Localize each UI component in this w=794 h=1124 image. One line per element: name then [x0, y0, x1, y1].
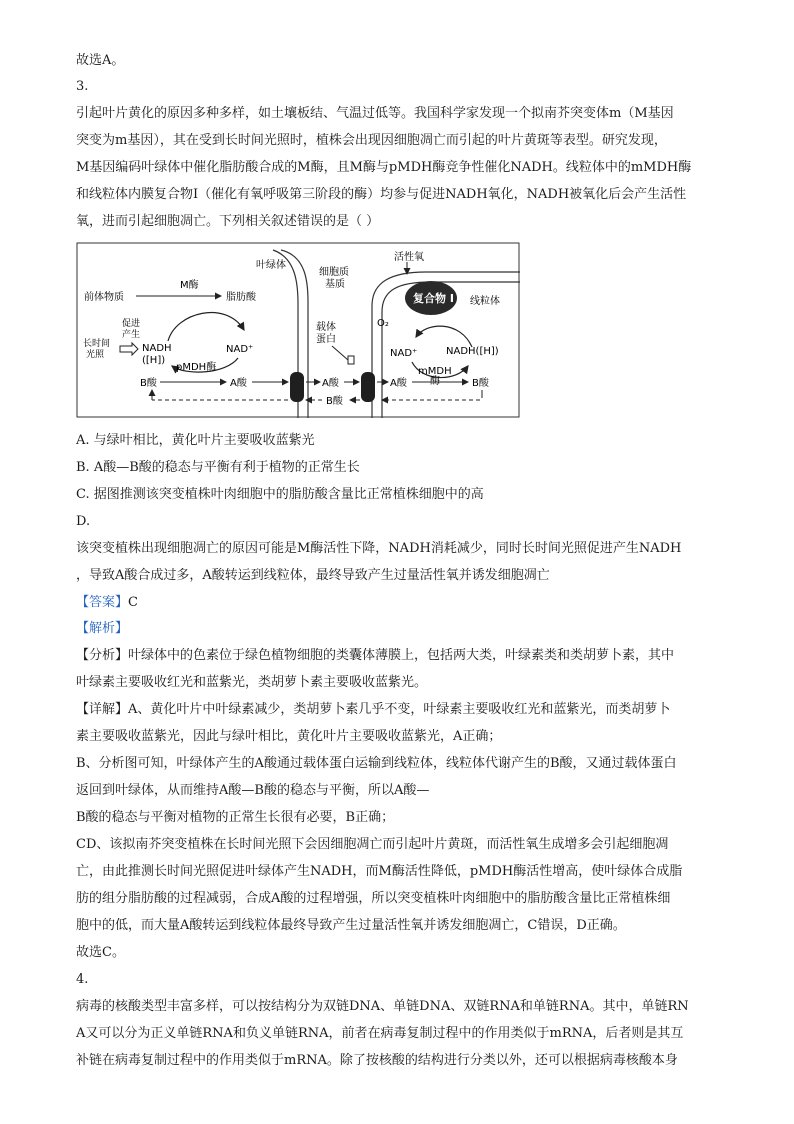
nadh-right-label: NADH([H]) — [446, 346, 499, 357]
nadh-left-label: NADH — [142, 343, 172, 354]
explanation-line: 返回到叶绿体，从而维持A酸—B酸的稳态与平衡，所以A酸— — [76, 783, 430, 798]
explanation-line: 叶绿素主要吸收红光和蓝紫光，类胡萝卜素主要吸收蓝紫光。 — [76, 675, 428, 690]
metabolism-diagram — [76, 242, 520, 418]
answer-label: 【答案】 — [76, 595, 129, 610]
cytoplasm-label: 细胞质 — [319, 267, 349, 278]
question-3-stem-line: 引起叶片黄化的原因多种多样，如土壤板结、气温过低等。我国科学家发现一个拟南芥突变体m（M基因 — [76, 106, 674, 121]
explanation-line: 亡，由此推测长时间光照促进叶绿体产生NADH，而M酶活性降低，pMDH酶活性增高，使叶绿体合成脂 — [76, 864, 683, 879]
explanation-line: B酸的稳态与平衡对植物的正常生长很有必要，B正确； — [76, 810, 395, 825]
question-4-stem-line: A又可以分为正义单链RNA和负义单链RNA，前者在病毒复制过程中的作用类似于mRNA，后者则是其互 — [76, 1026, 684, 1041]
explanation-line: 【详解】A、黄化叶片中叶绿素减少，类胡萝卜素几乎不变，叶绿素主要吸收红光和蓝紫光，而类胡萝卜 — [76, 702, 671, 717]
complex-i-label: 复合物 Ⅰ — [413, 292, 454, 305]
cytoplasm-label: 基质 — [325, 279, 345, 290]
nad-left-label: NAD⁺ — [226, 344, 254, 355]
a-acid-label: A酸 — [230, 378, 247, 389]
explanation-conclusion: 故选C。 — [76, 945, 125, 960]
option-b: B. A酸—B酸的稳态与平衡有利于植物的正常生长 — [76, 460, 360, 475]
question-3-number: 3. — [76, 79, 89, 94]
mitochondrion-label: 线粒体 — [470, 296, 500, 307]
carrier-protein-label: 载体 — [316, 322, 336, 333]
question-3-stem-line: 氧，进而引起细胞凋亡。下列相关叙述错误的是（ ） — [76, 214, 380, 229]
o2-label: O₂ — [377, 318, 389, 329]
question-4-stem-line: 补链在病毒复制过程中的作用类似于mRNA。除了按核酸的结构进行分类以外，还可以根据病毒核酸本身 — [76, 1053, 678, 1068]
option-d-text: 该突变植株出现细胞凋亡的原因可能是M酶活性下降，NADH消耗减少，同时长时间光照促进产生NADH — [76, 541, 682, 556]
promote-label: 产生 — [122, 330, 141, 340]
question-4-stem-line: 病毒的核酸类型丰富多样，可以按结构分为双链DNA、单链DNA、双链RNA和单链RNA。其中，单链RN — [76, 999, 689, 1014]
mmdh-label: mMDH — [418, 366, 452, 377]
chloroplast-label: 叶绿体 — [256, 260, 286, 271]
explanation-line: B、分析图可知，叶绿体产生的A酸通过载体蛋白运输到线粒体，线粒体代谢产生的B酸，又通过载体蛋白 — [76, 756, 677, 771]
mmdh-label: 酶 — [430, 376, 440, 387]
m-enzyme-label: M酶 — [180, 280, 199, 291]
promote-label: 促进 — [122, 319, 141, 329]
ros-label: 活性氧 — [394, 252, 424, 263]
question-3-stem-line: 突变为m基因），其在受到长时间光照时，植株会出现因细胞凋亡而引起的叶片黄斑等表型。研究发现， — [76, 133, 667, 148]
b-acid-label: B酸 — [472, 378, 489, 389]
precursor-label: 前体物质 — [84, 292, 124, 303]
fatty-acid-label: 脂肪酸 — [226, 292, 256, 303]
explanation-line: 肪的组分脂肪酸的过程减弱，合成A酸的过程增强，所以突变植株叶肉细胞中的脂肪酸含量比正常植株细 — [76, 891, 671, 906]
option-c: C. 据图推测该突变植株叶肉细胞中的脂肪酸含量比正常植株细胞中的高 — [76, 487, 484, 502]
b-acid-label: B酸 — [140, 378, 157, 389]
explanation-line: 胞中的低，而大量A酸转运到线粒体最终导致产生过量活性氧并诱发细胞凋亡，C错误，D正确。 — [76, 918, 626, 933]
prev-conclusion: 故选A。 — [76, 53, 125, 68]
option-a: A. 与绿叶相比，黄化叶片主要吸收蓝紫光 — [76, 433, 315, 448]
carrier-protein-label: 蛋白 — [316, 334, 336, 345]
question-3-stem-line: 和线粒体内膜复合物I（催化有氧呼吸第三阶段的酶）均参与促进NADH氧化，NADH被氧化后会产生活性 — [76, 187, 687, 202]
explanation-line: CD、该拟南芥突变植株在长时间光照下会因细胞凋亡而引起叶片黄斑，而活性氧生成增多会引起细胞凋 — [76, 837, 669, 852]
question-4-number: 4. — [76, 972, 89, 987]
explanation-line: 【分析】叶绿体中的色素位于绿色植物细胞的类囊体薄膜上，包括两大类，叶绿素类和类胡萝卜素，其中 — [76, 648, 675, 663]
pmdh-label: pMDH酶 — [176, 362, 217, 373]
analysis-label: 【解析】 — [76, 621, 129, 636]
answer-value: C — [128, 595, 138, 610]
question-3-stem-line: M基因编码叶绿体中催化脂肪酸合成的M酶，且M酶与pMDH酶竞争性催化NADH。线粒体中的mMDH酶 — [76, 160, 692, 175]
carrier-protein-mitochondrion — [361, 372, 375, 402]
answer-row — [76, 594, 138, 612]
nad-right-label: NAD⁺ — [390, 348, 418, 359]
option-d: D. — [76, 514, 91, 529]
carrier-protein-chloroplast — [290, 372, 304, 402]
long-light-label: 长时间 — [83, 339, 111, 349]
nadh-left-label: ([H]) — [142, 355, 166, 366]
b-acid-label: B酸 — [326, 396, 343, 407]
long-light-label: 光照 — [86, 350, 105, 360]
explanation-line: 素主要吸收蓝紫光，因此与绿叶相比，黄化叶片主要吸收蓝紫光，A正确； — [76, 729, 502, 744]
option-d-text: ，导致A酸合成过多，A酸转运到线粒体，最终导致产生过量活性氧并诱发细胞凋亡 — [76, 568, 550, 583]
a-acid-label: A酸 — [322, 378, 339, 389]
a-acid-label: A酸 — [390, 378, 407, 389]
